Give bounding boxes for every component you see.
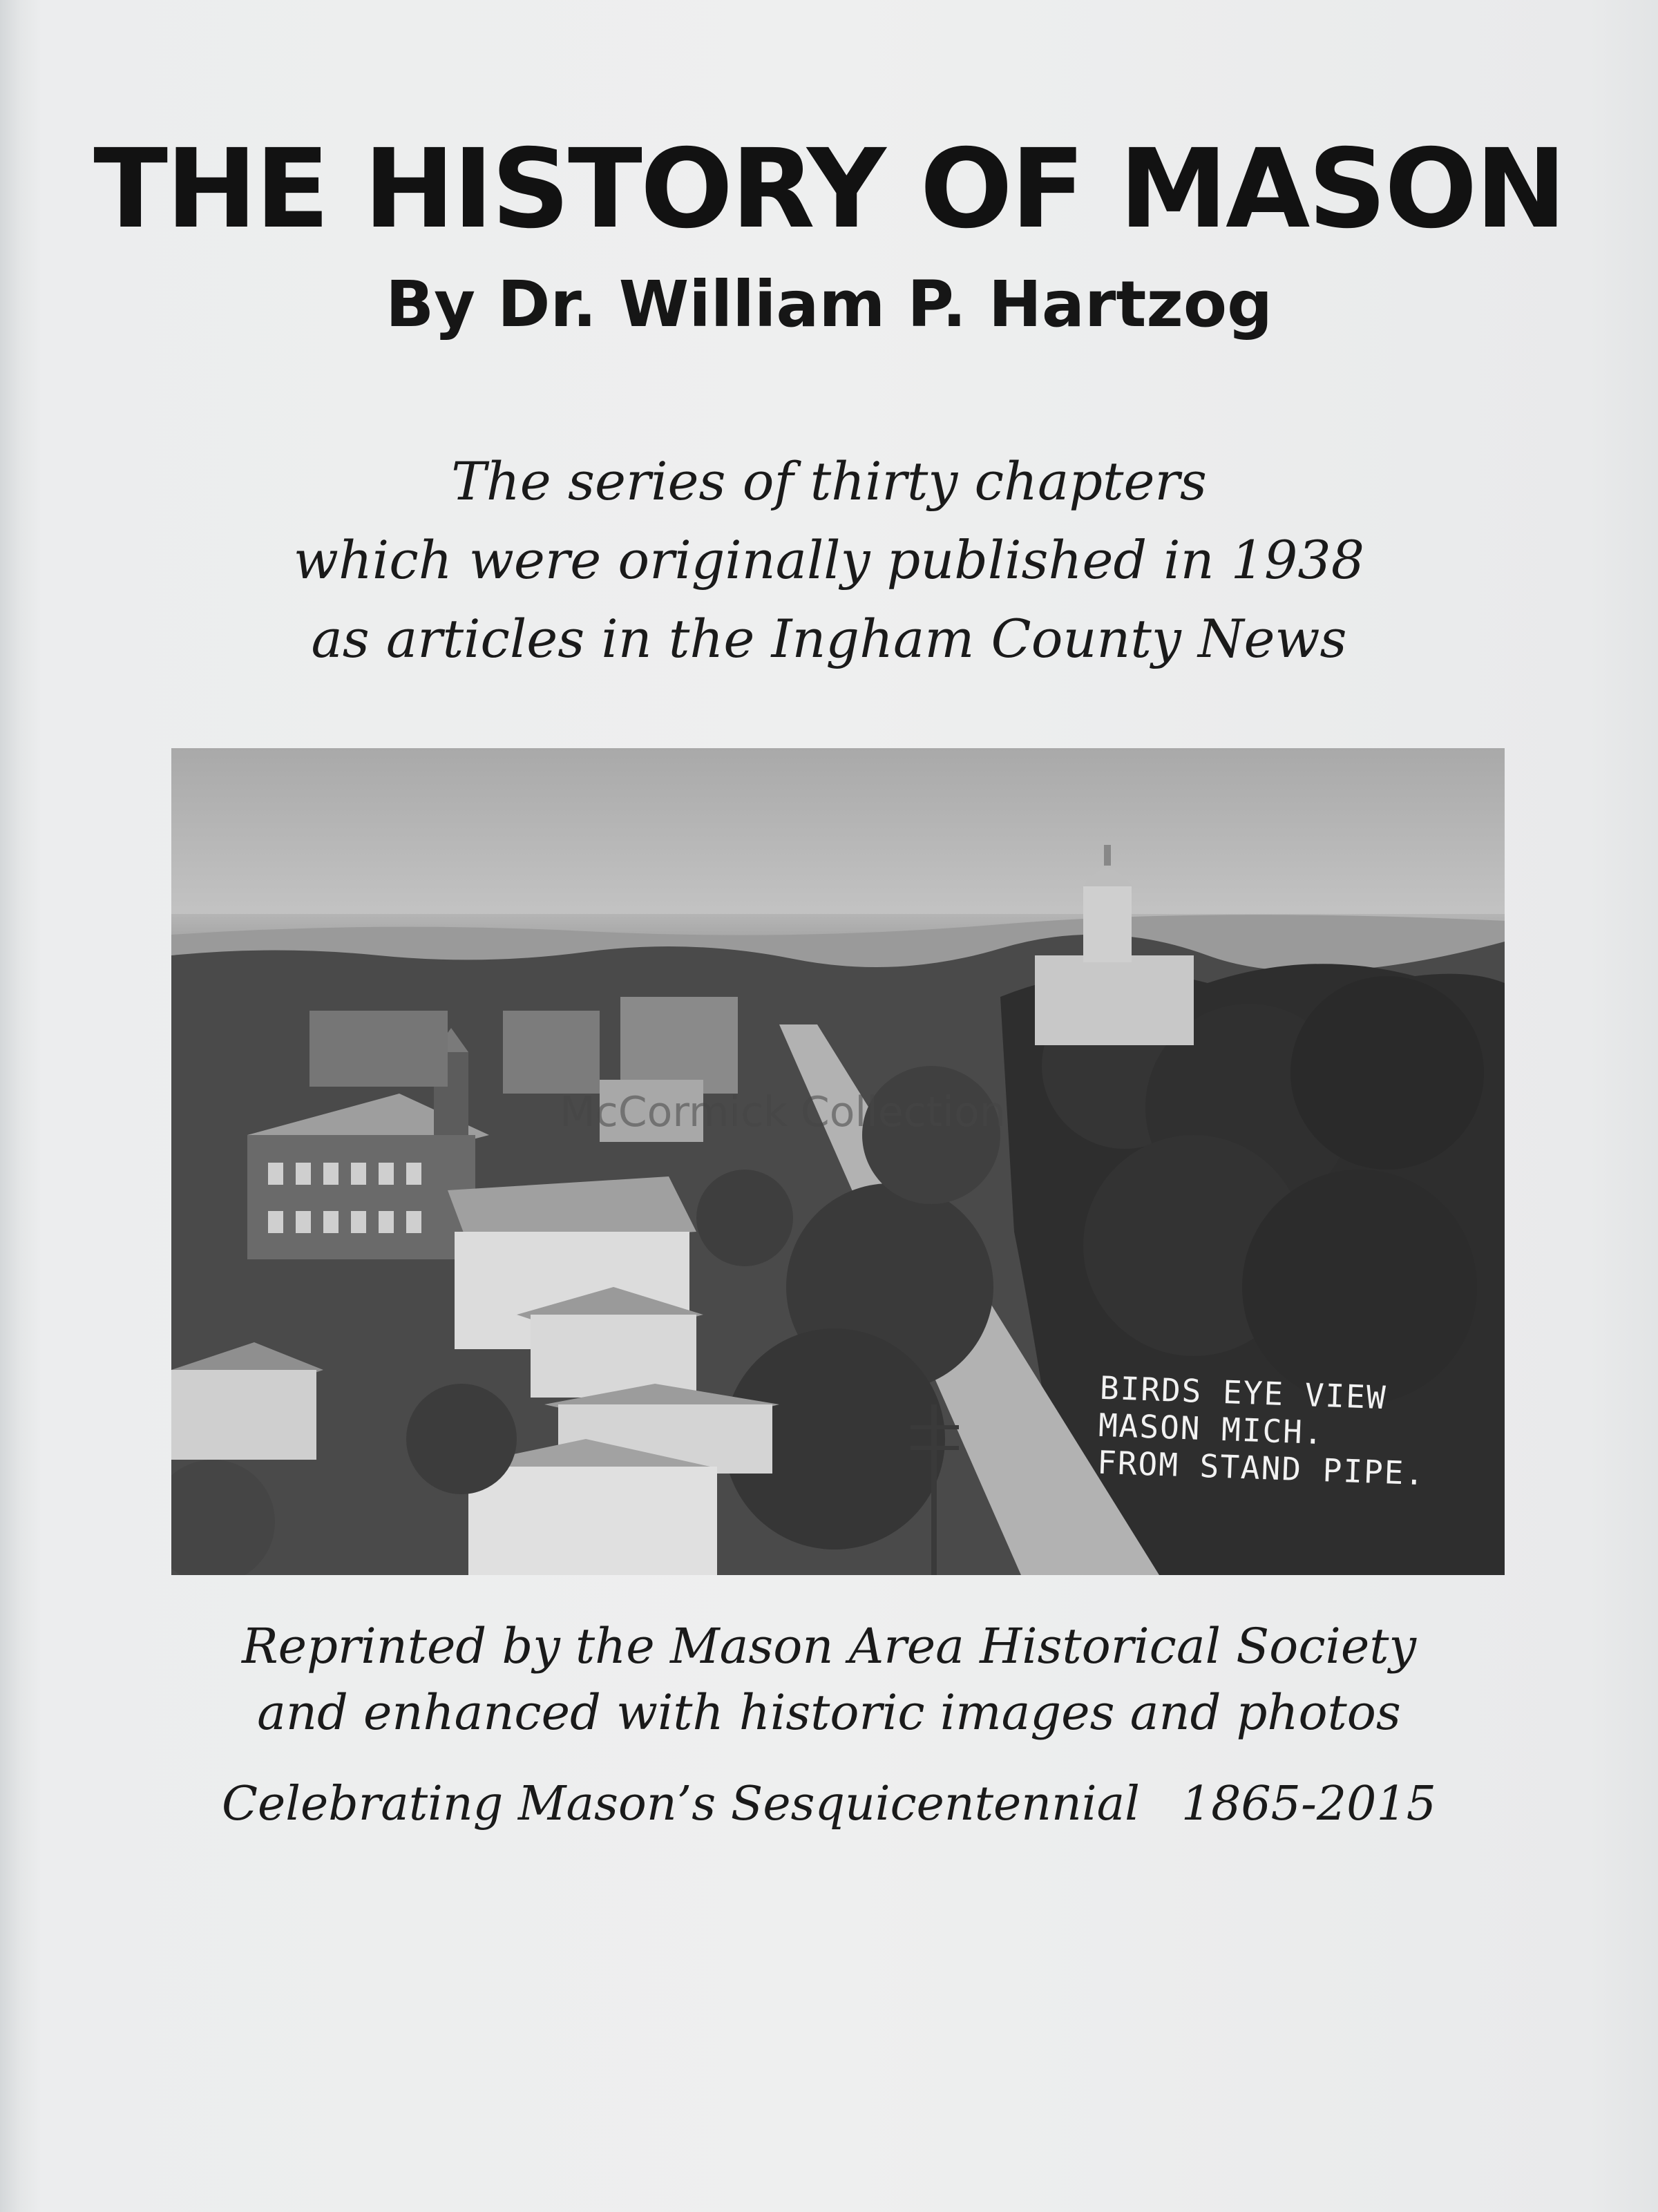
caption-line: MASON MICH. <box>1098 1406 1325 1452</box>
subtitle-line: as articles in the Ingham County News <box>311 608 1347 669</box>
reprint-line: Reprinted by the Mason Area Historical Society <box>241 1618 1417 1675</box>
caption-line: BIRDS EYE VIEW <box>1099 1369 1388 1417</box>
book-subtitle <box>0 442 1658 678</box>
subtitle-line: which were originally published in 1938 <box>293 529 1365 591</box>
book-author: By Dr. William P. Hartzog <box>385 267 1273 341</box>
celebration-text: Celebrating Mason’s Sesquicentennial <box>222 1777 1140 1831</box>
subtitle-line: The series of thirty chapters <box>451 450 1207 512</box>
celebration-line <box>0 1777 1658 1831</box>
photo-watermark: McCormick Collection <box>560 1088 1006 1136</box>
reprint-note <box>0 1613 1658 1746</box>
book-title: THE HISTORY OF MASON <box>93 126 1565 253</box>
photo-caption <box>1096 1369 1428 1492</box>
caption-line: FROM STAND PIPE. <box>1096 1443 1427 1493</box>
celebration-years: 1865-2015 <box>1181 1777 1436 1831</box>
reprint-line: and enhanced with historic images and photos <box>257 1684 1401 1741</box>
